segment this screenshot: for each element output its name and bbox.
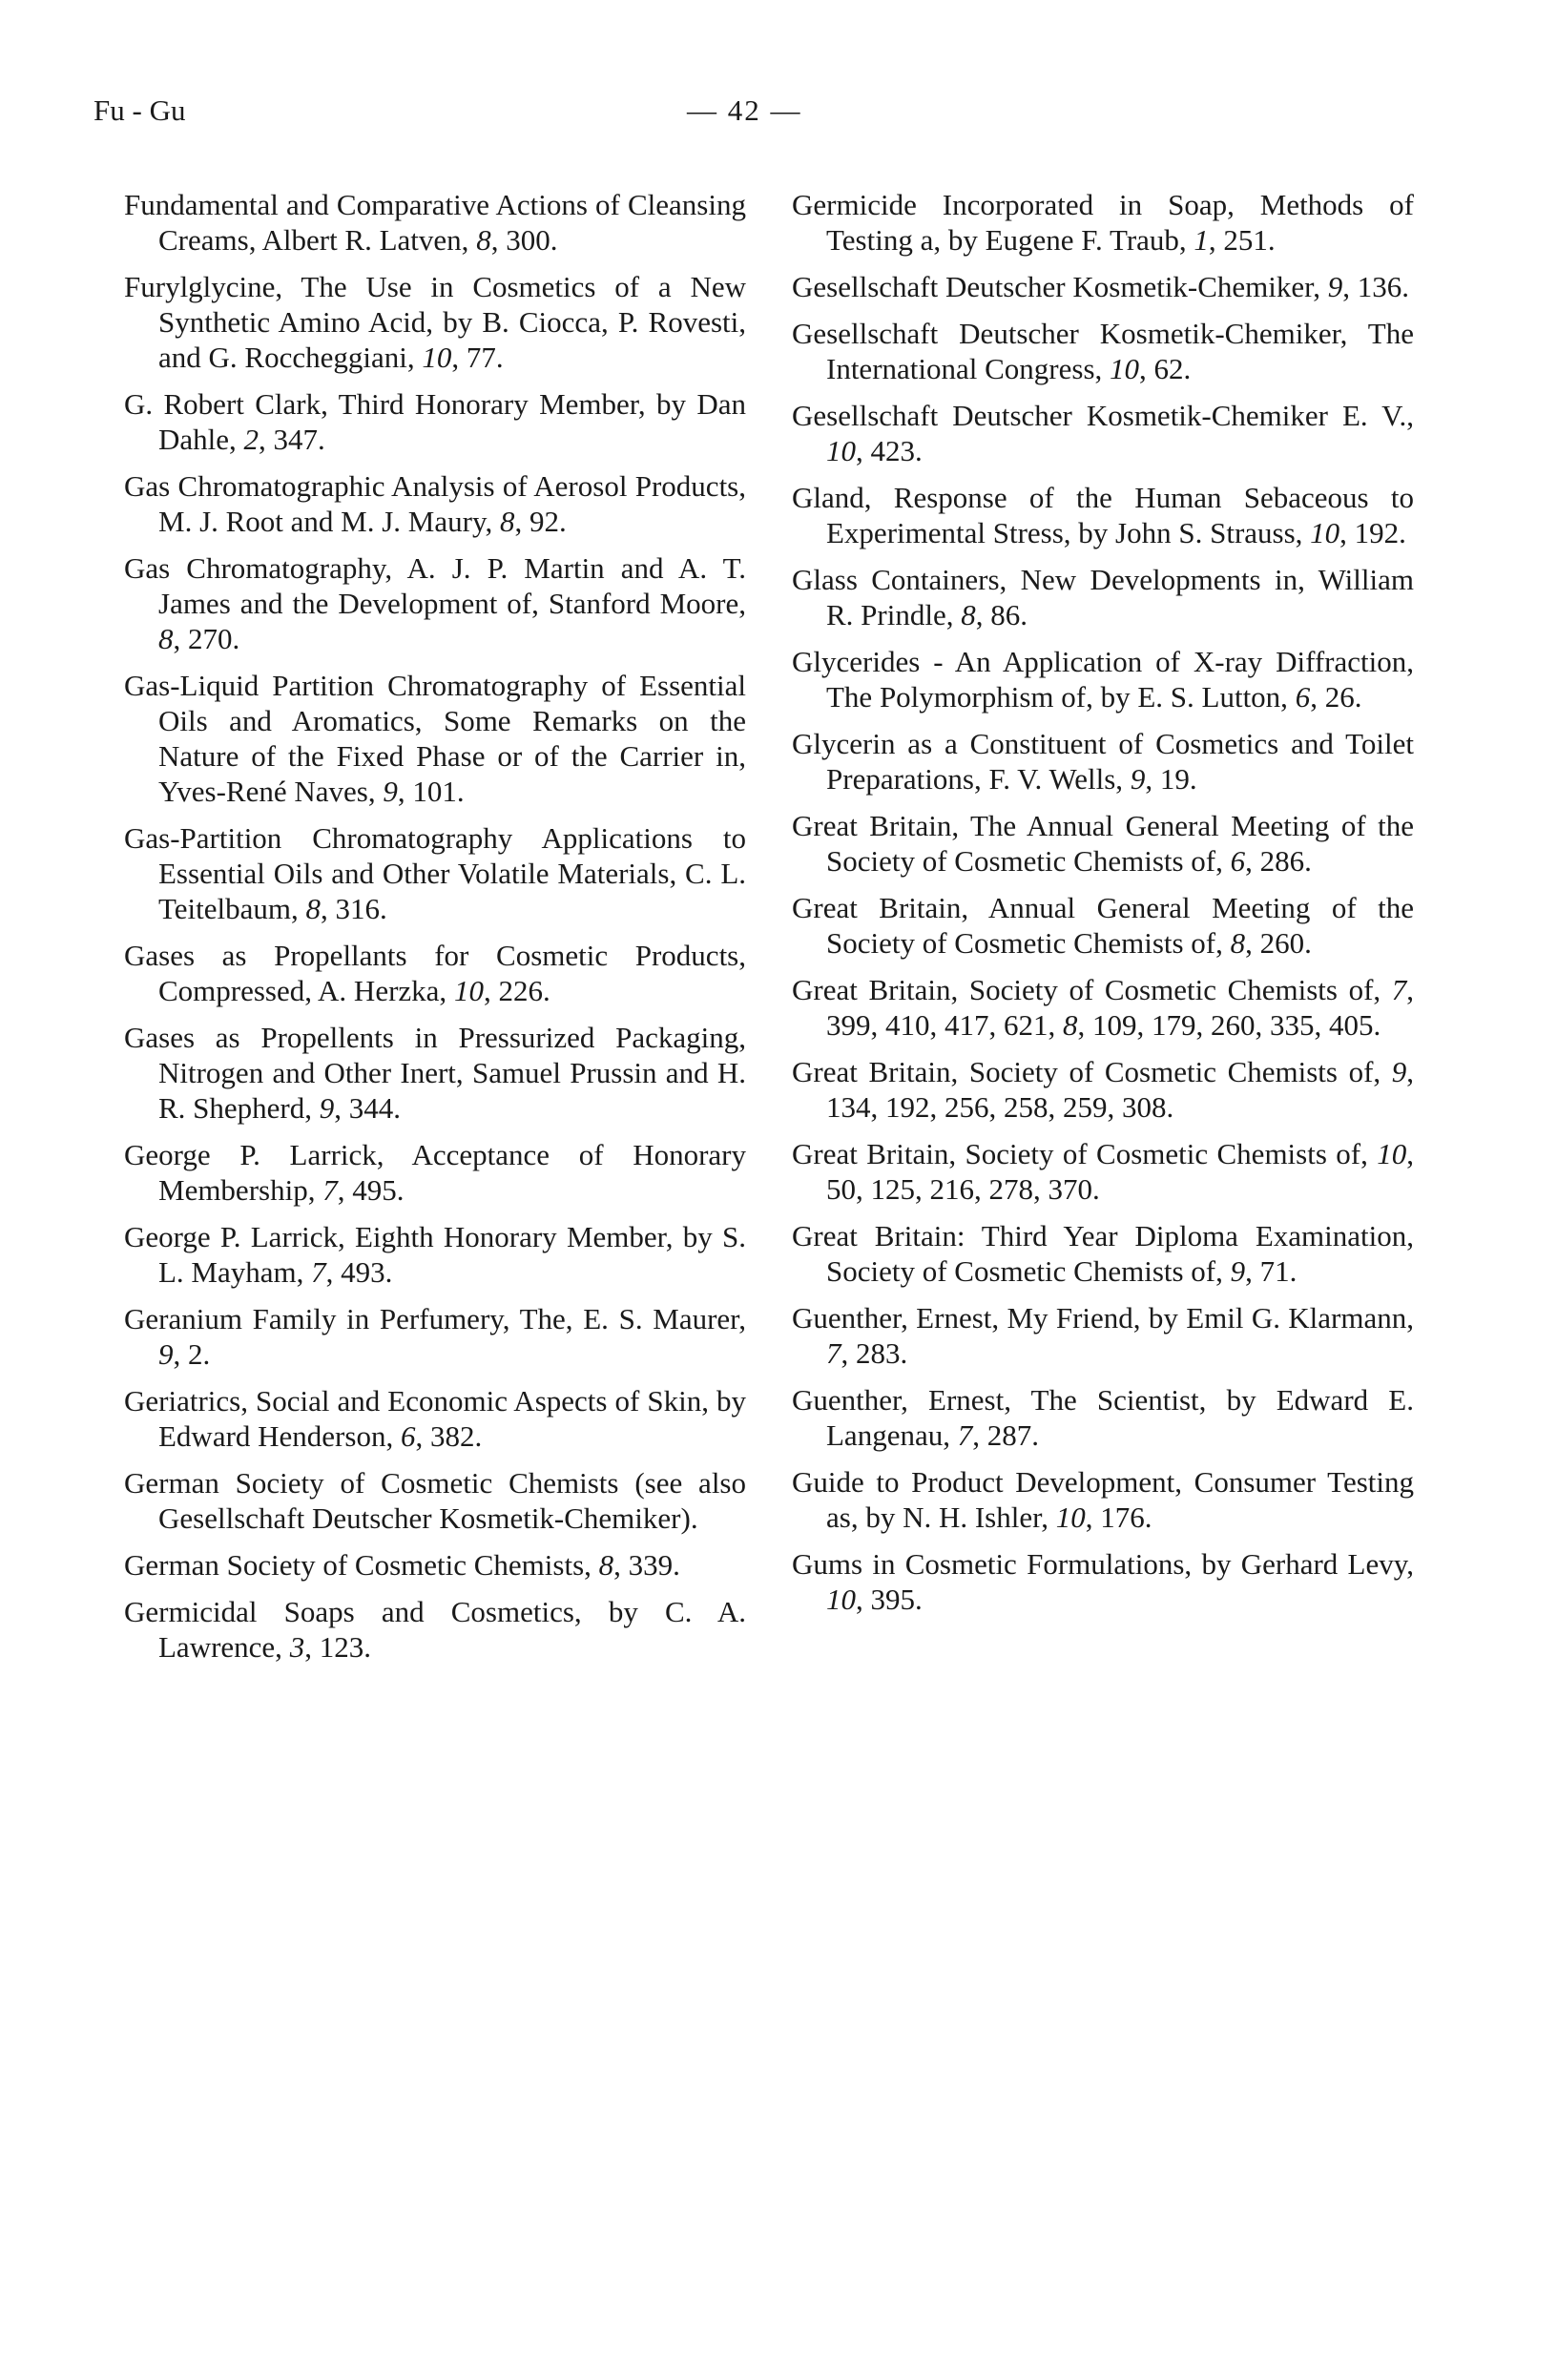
entry-title: Gases as Propellants for Cosmetic Products, Compressed, A. Herzka, [124, 939, 746, 1007]
left-column [124, 187, 746, 1676]
entry-pages: , 134, 192, 256, 258, 259, 308. [826, 1055, 1414, 1124]
entry-pages: , 71. [1245, 1254, 1298, 1288]
entry-title: Gland, Response of the Human Sebaceous to Experimental Stress, by John S. Strauss, [792, 481, 1414, 549]
entry-volume: 10 [422, 341, 452, 374]
index-entry [792, 269, 1414, 304]
index-entry [792, 187, 1414, 258]
entry-volume: 8 [476, 223, 491, 257]
entry-title: Fundamental and Comparative Actions of Cleansing Creams, Albert R. Latven, [124, 188, 746, 257]
entry-volume: 3 [289, 1630, 305, 1664]
entry-pages: , 399, 410, 417, 621, [826, 973, 1414, 1042]
entry-pages: , 19. [1145, 762, 1197, 796]
entry-volume: 10 [1110, 352, 1140, 385]
entry-volume: 9 [319, 1091, 335, 1125]
entry-pages: , 395. [856, 1583, 923, 1616]
index-entry [792, 1136, 1414, 1207]
right-column [792, 187, 1414, 1628]
index-entry [124, 1383, 746, 1454]
entry-pages: , 493. [325, 1255, 393, 1289]
entry-pages: , 347. [259, 423, 325, 456]
entry-volume: 7 [826, 1336, 841, 1370]
entry-title: Glass Containers, New Developments in, William R. Prindle, [792, 563, 1414, 631]
index-entry [124, 269, 746, 375]
entry-title: Germicidal Soaps and Cosmetics, by C. A. Lawrence, [124, 1595, 746, 1664]
entry-volume: 6 [1230, 844, 1246, 878]
index-entry [792, 480, 1414, 550]
index-entry [792, 1464, 1414, 1535]
entry-volume: 9 [1230, 1254, 1246, 1288]
entry-pages: , 92. [514, 505, 567, 538]
entry-pages: , 495. [337, 1173, 405, 1207]
index-entry [792, 726, 1414, 797]
entry-pages: , 136. [1342, 270, 1410, 303]
entry-pages: , 286. [1245, 844, 1312, 878]
entry-title: Gesellschaft Deutscher Kosmetik-Chemiker, The International Congress, [792, 317, 1414, 385]
entry-pages: , 101. [397, 775, 465, 808]
index-entry [124, 820, 746, 926]
entry-pages: , 423. [856, 434, 923, 467]
entry-title: Gas-Partition Chromatography Applications to Essential Oils and Other Volatile Materials, C. L. Teitelbaum, [124, 821, 746, 925]
entry-volume: 10 [1310, 516, 1340, 549]
entry-pages: , 86. [975, 598, 1028, 631]
index-entry [124, 668, 746, 809]
entry-volume: 10 [453, 974, 484, 1007]
entry-title: Great Britain, Society of Cosmetic Chemists of, [792, 1055, 1392, 1088]
entry-volume: 6 [1295, 680, 1311, 714]
entry-title: Gas Chromatographic Analysis of Aerosol Products, M. J. Root and M. J. Maury, [124, 469, 746, 538]
entry-title: Gesellschaft Deutscher Kosmetik-Chemiker E. V., [792, 399, 1414, 432]
entry-pages: , 2. [173, 1337, 211, 1371]
entry-pages: , 316. [321, 892, 387, 925]
entry-volume: 8 [305, 892, 322, 925]
entry-pages: , 77. [451, 341, 504, 374]
index-entry [124, 1465, 746, 1536]
entry-volume: 8 [598, 1548, 614, 1582]
entry-volume: 10 [1377, 1137, 1407, 1170]
index-entry [124, 386, 746, 457]
index-entry [792, 808, 1414, 879]
entry-title: Great Britain, The Annual General Meeting of the Society of Cosmetic Chemists of, [792, 809, 1414, 878]
entry-title: Guenther, Ernest, The Scientist, by Edward E. Langenau, [792, 1383, 1414, 1452]
entry-title: Gases as Propellents in Pressurized Packaging, Nitrogen and Other Inert, Samuel Prussin and H. R. Shepherd, [124, 1021, 746, 1125]
index-entry [792, 316, 1414, 386]
index-entry [792, 890, 1414, 961]
entry-pages: , 283. [841, 1336, 908, 1370]
entry-volume: 6 [400, 1419, 416, 1453]
index-entry [792, 972, 1414, 1043]
entry-pages: , 344. [334, 1091, 402, 1125]
entry-title: German Society of Cosmetic Chemists, [124, 1548, 599, 1582]
index-entry [792, 1300, 1414, 1371]
entry-pages: , 50, 125, 216, 278, 370. [826, 1137, 1414, 1206]
index-entry [124, 1301, 746, 1372]
index-entry [792, 1218, 1414, 1289]
entry-title: Glycerin as a Constituent of Cosmetics and Toilet Preparations, F. V. Wells, [792, 727, 1414, 796]
entry-volume: 1 [1194, 223, 1209, 257]
entry-title: Geranium Family in Perfumery, The, E. S. Maurer, [124, 1302, 746, 1335]
entry-title: Germicide Incorporated in Soap, Methods of Testing a, by Eugene F. Traub, [792, 188, 1414, 257]
index-entry [124, 1020, 746, 1126]
entry-volume: 7 [957, 1418, 973, 1452]
entry-title: Furylglycine, The Use in Cosmetics of a New Synthetic Amino Acid, by B. Ciocca, P. Rovesti, and G. Roccheggiani, [124, 270, 746, 374]
entry-volume: 10 [1055, 1500, 1086, 1534]
entry-title: Geriatrics, Social and Economic Aspects of Skin, by Edward Henderson, [124, 1384, 746, 1453]
entry-volume: 8 [961, 598, 976, 631]
entry-pages: , 226. [483, 974, 550, 1007]
entry-volume: 8 [158, 622, 174, 655]
index-entry [124, 1137, 746, 1208]
entry-pages: , 109, 179, 260, 335, 405. [1077, 1008, 1381, 1042]
entry-title: G. Robert Clark, Third Honorary Member, by Dan Dahle, [124, 387, 746, 456]
entry-pages: , 287. [972, 1418, 1039, 1452]
entry-title: Gas-Liquid Partition Chromatography of Essential Oils and Aromatics, Some Remarks on the Nature of the Fixed Phase or of the Carrier in, Yves-René Naves, [124, 669, 746, 808]
entry-pages: , 300. [490, 223, 558, 257]
entry-volume: 10 [826, 1583, 856, 1616]
entry-title: Guenther, Ernest, My Friend, by Emil G. Klarmann, [792, 1301, 1414, 1335]
entry-title: George P. Larrick, Acceptance of Honorary Membership, [124, 1138, 746, 1207]
entry-pages: , 251. [1208, 223, 1276, 257]
index-entry [124, 1594, 746, 1665]
entry-volume: 9 [1391, 1055, 1407, 1088]
entry-volume: 9 [1327, 270, 1343, 303]
index-entry [792, 1054, 1414, 1125]
index-entry [792, 562, 1414, 632]
entry-title: Great Britain: Third Year Diploma Examination, Society of Cosmetic Chemists of, [792, 1219, 1414, 1288]
entry-volume: 8 [499, 505, 515, 538]
section-range-header: Fu - Gu [93, 93, 186, 127]
entry-title: George P. Larrick, Eighth Honorary Member, by S. L. Mayham, [124, 1220, 746, 1289]
entry-title: Glycerides - An Application of X-ray Diffraction, The Polymorphism of, by E. S. Lutton, [792, 645, 1414, 714]
entry-title: Gas Chromatography, A. J. P. Martin and A. T. James and the Development of, Stanford Moore, [124, 551, 746, 620]
entry-volume: 7 [1391, 973, 1407, 1006]
entry-pages: , 339. [613, 1548, 680, 1582]
entry-volume: 7 [322, 1173, 338, 1207]
entry-volume: 2 [243, 423, 260, 456]
index-entry [792, 398, 1414, 468]
entry-volume: 9 [158, 1337, 174, 1371]
entry-volume: 8 [1063, 1008, 1078, 1042]
entry-volume: 9 [1130, 762, 1146, 796]
index-entry [124, 938, 746, 1008]
entry-pages: , 62. [1139, 352, 1192, 385]
entry-title: German Society of Cosmetic Chemists (see also Gesellschaft Deutscher Kosmetik-Chemiker). [124, 1466, 746, 1535]
entry-volume: 7 [311, 1255, 326, 1289]
index-entry [792, 644, 1414, 714]
entry-pages: , 260. [1245, 926, 1312, 960]
entry-pages: , 26. [1310, 680, 1362, 714]
index-entry [124, 1219, 746, 1290]
index-entry [792, 1382, 1414, 1453]
entry-title: Gums in Cosmetic Formulations, by Gerhard Levy, [792, 1547, 1414, 1581]
index-entry [124, 1547, 746, 1583]
page-number: — 42 — [687, 93, 802, 127]
entry-title: Great Britain, Society of Cosmetic Chemists of, [792, 973, 1392, 1006]
index-entry [124, 550, 746, 656]
index-entry [124, 468, 746, 539]
entry-volume: 9 [383, 775, 398, 808]
entry-title: Guide to Product Development, Consumer Testing as, by N. H. Ishler, [792, 1465, 1414, 1534]
entry-pages: , 382. [415, 1419, 483, 1453]
entry-title: Great Britain, Society of Cosmetic Chemists of, [792, 1137, 1378, 1170]
index-entry [792, 1546, 1414, 1617]
entry-pages: , 123. [304, 1630, 371, 1664]
entry-title: Great Britain, Annual General Meeting of the Society of Cosmetic Chemists of, [792, 891, 1414, 960]
entry-volume: 10 [826, 434, 856, 467]
entry-pages: , 192. [1339, 516, 1406, 549]
entry-title: Gesellschaft Deutscher Kosmetik-Chemiker, [792, 270, 1328, 303]
entry-pages: , 176. [1085, 1500, 1152, 1534]
entry-pages: , 270. [173, 622, 240, 655]
index-entry [124, 187, 746, 258]
entry-volume: 8 [1230, 926, 1246, 960]
